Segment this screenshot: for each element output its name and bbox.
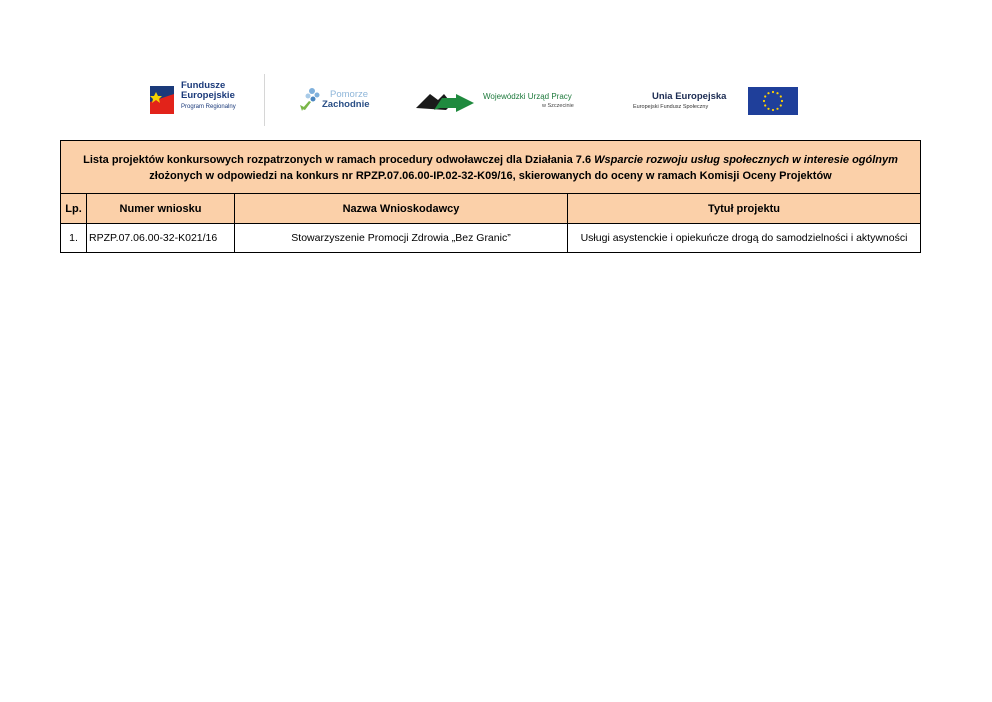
header-numer-wniosku: Numer wniosku [87,194,235,224]
table-row [61,224,921,253]
title-italic: Wsparcie rozwoju usług społecznych w interesie ogólnym [594,154,898,166]
eu-flag-icon [748,87,798,115]
projects-table [60,140,921,253]
header-lp: Lp. [61,194,87,224]
fe-line1: Fundusze [181,80,226,91]
cell-tytul-projektu: Usługi asystenckie i opiekuńcze drogą do samodzielności i aktywności [568,224,921,253]
wup-arrow-icon [416,86,480,116]
fundusze-europejskie-logo [148,80,258,120]
ue-line2: Europejski Fundusz Społeczny [633,104,709,110]
header-tytul-projektu: Tytuł projektu [568,194,921,224]
title-text-1: Lista projektów konkursowych rozpatrzonych w ramach procedury odwoławczej dla Działania 7.6 [83,154,595,166]
logo-divider [264,74,265,126]
wup-logo [416,86,596,116]
pomorze-leaf-icon [298,85,324,115]
header-nazwa-wnioskodawcy: Nazwa Wnioskodawcy [235,194,568,224]
fe-line2: Europejskie [181,90,235,101]
fe-emblem-icon [148,82,176,116]
pomorze-line1: Pomorze [330,89,369,100]
cell-nazwa-wnioskodawcy: Stowarzyszenie Promocji Zdrowia „Bez Granic” [235,224,568,253]
wup-line1: Wojewódzki Urząd Pracy [483,92,572,101]
logo-bar [0,72,992,130]
table-title [61,141,921,194]
table-header-row [61,194,921,224]
pomorze-line2: Zachodnie [322,99,370,110]
title-text-2: złożonych w odpowiedzi na konkurs nr RPZP.07.06.00-IP.02-32-K09/16, skierowanych do oceny w ramach Komisji Oceny Projektów [149,170,832,182]
pomorze-zachodnie-logo [298,85,388,117]
ue-line1: Unia Europejska [652,91,727,102]
wup-line2: w Szczecinie [542,103,574,109]
unia-europejska-logo [628,86,803,118]
fe-line3: Program Regionalny [181,104,236,110]
cell-lp: 1. [61,224,87,253]
cell-numer-wniosku: RPZP.07.06.00-32-K021/16 [87,224,235,253]
